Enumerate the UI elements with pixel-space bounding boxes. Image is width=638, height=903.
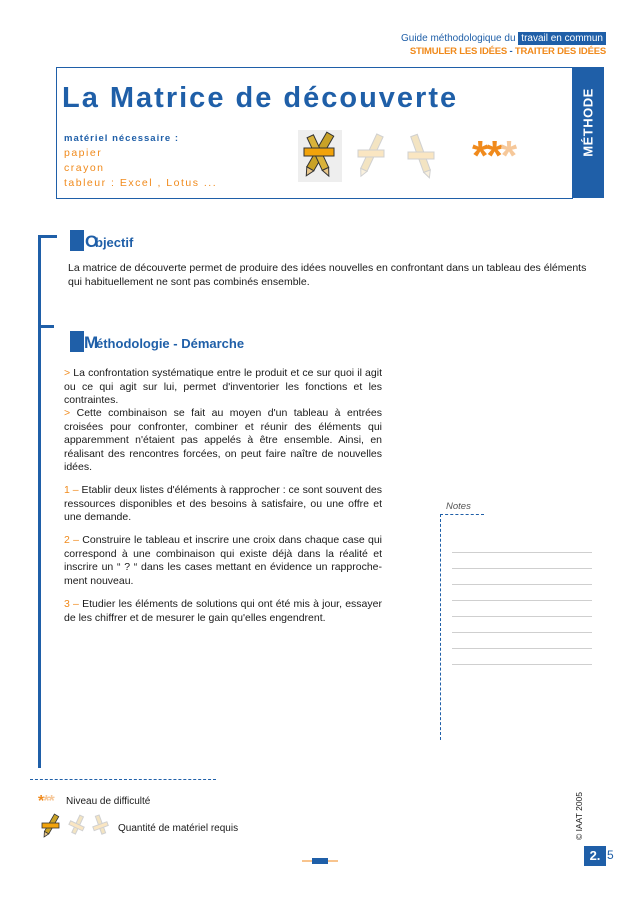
- material-item: papier: [64, 147, 103, 159]
- category-breadcrumb: [410, 46, 606, 57]
- methodo-paragraph: [64, 407, 382, 475]
- section-frame: [38, 235, 57, 768]
- page-number-badge: 2.: [584, 846, 606, 866]
- methodo-paragraph: [64, 367, 382, 408]
- step-number: 3 –: [64, 598, 79, 610]
- pencil-faded-icon: [90, 812, 112, 840]
- methodo-heading: [70, 331, 244, 352]
- bullet-marker: >: [64, 367, 71, 379]
- pencil-faded-icon: [350, 128, 394, 184]
- notes-line: [452, 664, 592, 665]
- star-faded-icon: *: [43, 793, 49, 810]
- methode-label: MÉTHODE: [580, 88, 596, 157]
- category-main: STIMULER LES IDÉES: [409, 46, 508, 57]
- footer-divider: [30, 779, 216, 780]
- notes-line: [452, 584, 592, 585]
- material-item: crayon: [64, 162, 105, 174]
- objectif-badge: [70, 230, 99, 251]
- step-number: 2 –: [64, 534, 79, 546]
- legend-pencil-icons: [38, 812, 112, 840]
- star-filled-icon: *: [38, 793, 44, 810]
- methodo-badge-letter: M: [84, 333, 99, 352]
- notes-border-top: [440, 514, 484, 515]
- notes-line: [452, 552, 592, 553]
- star-filled-icon: *: [472, 132, 487, 179]
- page-title: La Matrice de découverte: [62, 82, 459, 114]
- bullet-marker: >: [64, 407, 71, 419]
- guide-title: [401, 33, 606, 44]
- pencil-faded-icon: [66, 812, 88, 840]
- notes-line: [452, 600, 592, 601]
- section-divider-tick: [38, 325, 54, 328]
- methodo-para-1: La confrontation systématique entre le produit et ce sur quoi il agit ou ce qui agit sur lui, permet d'inventorier les fonctions et les contraintes.: [64, 367, 382, 406]
- methodo-title: éthodologie - Démarche: [96, 336, 245, 351]
- materials-label: matériel nécessaire :: [64, 133, 180, 144]
- pencil-bundle-icon: [38, 812, 64, 840]
- page-center-mark: [302, 857, 338, 865]
- star-filled-icon: *: [486, 132, 501, 179]
- methodo-para-2: Cette combinaison se fait au moyen d'un tableau à entrées croisées pour confronter, combiner et réunir des éléments qui apparemment n'étaient pas appelés à être ensemble. Ainsi, en réalisant des rencontres forcées, on peut faire naître de nouvelles idées.: [64, 407, 382, 473]
- category-sub: TRAITER DES IDÉES: [514, 46, 606, 57]
- methodo-step: [64, 534, 382, 588]
- step-number: 1 –: [64, 484, 79, 496]
- pencil-faded-icon: [400, 128, 444, 184]
- legend-quantity-label: Quantité de matériel requis: [118, 823, 239, 834]
- legend-difficulty-label: Niveau de difficulté: [66, 796, 151, 807]
- legend-stars: [38, 793, 54, 811]
- pencil-bundle-icon: [296, 128, 344, 184]
- page-number-sub: 5: [607, 848, 614, 862]
- objectif-title: bjectif: [95, 235, 134, 250]
- step-text: Construire le tableau et inscrire une croix dans chaque case qui correspond à une combinaison qui existe déjà dans la réalité et inscrire un “ ? “ dans les cases mettant en évidence un rapproche-ment nouveau.: [64, 534, 382, 587]
- methode-side-tab: [572, 67, 604, 198]
- objectif-badge-letter: O: [85, 232, 99, 251]
- material-quantity-icons: [296, 128, 444, 184]
- objectif-text: La matrice de découverte permet de produire des idées nouvelles en confrontant dans un tableau des éléments qui habituellement ne sont pas combinés ensemble.: [68, 262, 587, 288]
- notes-border-left: [440, 514, 441, 740]
- methodo-badge: [70, 331, 99, 352]
- notes-line: [452, 568, 592, 569]
- guide-title-highlight: travail en commun: [518, 32, 606, 45]
- copyright: © IAAT 2005: [574, 791, 584, 840]
- notes-line: [452, 616, 592, 617]
- category-separator: -: [507, 46, 515, 57]
- difficulty-stars: [472, 132, 516, 179]
- material-item: tableur : Excel , Lotus ...: [64, 177, 218, 189]
- objectif-heading: [70, 230, 133, 251]
- step-text: Etudier les éléments de solutions qui ont été mis à jour, essayer de les chiffrer et de mesurer le gain qu'elles engendrent.: [64, 598, 382, 624]
- star-faded-icon: *: [500, 132, 516, 179]
- methodo-step: [64, 598, 382, 625]
- notes-line: [452, 648, 592, 649]
- guide-title-prefix: Guide méthodologique du: [400, 33, 516, 44]
- star-faded-icon: *: [48, 793, 54, 810]
- step-text: Etablir deux listes d'éléments à rapprocher : ce sont souvent des ressources disponibles et des besoins à satisfaire, ou une offre et une demande.: [64, 484, 382, 523]
- methodo-step: [64, 484, 382, 525]
- notes-label: Notes: [446, 501, 471, 512]
- notes-line: [452, 632, 592, 633]
